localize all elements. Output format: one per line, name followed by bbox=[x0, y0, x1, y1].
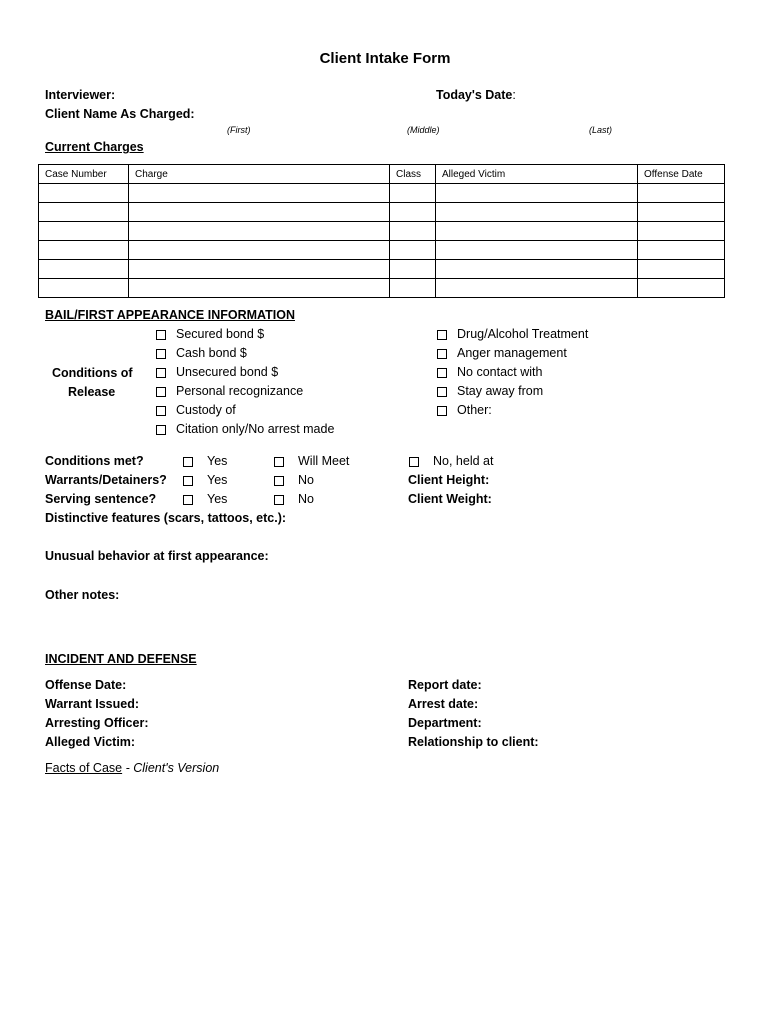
personal-recognizance-checkbox[interactable] bbox=[156, 387, 166, 397]
interviewer-label: Interviewer: bbox=[45, 88, 116, 102]
secured-bond-checkbox[interactable] bbox=[156, 330, 166, 340]
table-cell[interactable] bbox=[390, 184, 436, 203]
table-cell[interactable] bbox=[39, 222, 129, 241]
todays-date-label bbox=[436, 88, 516, 102]
table-cell[interactable] bbox=[436, 222, 638, 241]
name-last-hint: (Last) bbox=[589, 125, 613, 135]
distinctive-features-label: Distinctive features (scars, tattoos, etc.): bbox=[45, 511, 287, 525]
other-notes-label: Other notes: bbox=[45, 588, 120, 602]
serving-sentence-label: Serving sentence? bbox=[45, 492, 157, 506]
no-held-at-label: No, held at bbox=[433, 454, 494, 468]
warrant-issued-label: Warrant Issued: bbox=[45, 697, 140, 711]
table-cell[interactable] bbox=[39, 279, 129, 298]
custody-of-label: Custody of bbox=[176, 403, 236, 417]
table-row bbox=[39, 241, 725, 260]
table-cell[interactable] bbox=[390, 203, 436, 222]
table-cell[interactable] bbox=[638, 184, 725, 203]
table-row bbox=[39, 222, 725, 241]
unusual-behavior-label: Unusual behavior at first appearance: bbox=[45, 549, 269, 563]
alleged-victim-label: Alleged Victim: bbox=[45, 735, 136, 749]
unsecured-bond-label: Unsecured bond $ bbox=[176, 365, 279, 379]
warrants-label: Warrants/Detainers? bbox=[45, 473, 167, 487]
col-offense-date: Offense Date bbox=[638, 165, 725, 184]
serving-no-label: No bbox=[298, 492, 314, 506]
no-contact-checkbox[interactable] bbox=[437, 368, 447, 378]
table-cell[interactable] bbox=[390, 241, 436, 260]
table-cell[interactable] bbox=[129, 203, 390, 222]
conditions-met-yes-checkbox[interactable] bbox=[183, 457, 193, 467]
client-weight-label: Client Weight: bbox=[408, 492, 492, 506]
cash-bond-checkbox[interactable] bbox=[156, 349, 166, 359]
col-charge: Charge bbox=[129, 165, 390, 184]
serving-yes-label: Yes bbox=[207, 492, 228, 506]
relationship-label: Relationship to client: bbox=[408, 735, 539, 749]
client-name-label: Client Name As Charged: bbox=[45, 107, 195, 121]
incident-heading: INCIDENT AND DEFENSE bbox=[45, 652, 197, 666]
no-held-at-checkbox[interactable] bbox=[409, 457, 419, 467]
charges-header-row bbox=[39, 165, 725, 184]
bail-heading: BAIL/FIRST APPEARANCE INFORMATION bbox=[45, 308, 295, 322]
table-row bbox=[39, 260, 725, 279]
warrants-yes-label: Yes bbox=[207, 473, 228, 487]
table-cell[interactable] bbox=[638, 222, 725, 241]
report-date-label: Report date: bbox=[408, 678, 482, 692]
warrants-no-label: No bbox=[298, 473, 314, 487]
table-cell[interactable] bbox=[129, 222, 390, 241]
table-cell[interactable] bbox=[129, 184, 390, 203]
form-title: Client Intake Form bbox=[319, 50, 451, 67]
table-cell[interactable] bbox=[390, 260, 436, 279]
secured-bond-label: Secured bond $ bbox=[176, 327, 265, 341]
col-alleged-victim: Alleged Victim bbox=[436, 165, 638, 184]
citation-only-checkbox[interactable] bbox=[156, 425, 166, 435]
citation-only-label: Citation only/No arrest made bbox=[176, 422, 335, 436]
facts-of-case-subtitle: - Client's Version bbox=[122, 761, 220, 775]
facts-of-case-title: Facts of Case bbox=[45, 761, 123, 775]
table-cell[interactable] bbox=[129, 279, 390, 298]
table-cell[interactable] bbox=[39, 241, 129, 260]
warrants-yes-checkbox[interactable] bbox=[183, 476, 193, 486]
other-checkbox[interactable] bbox=[437, 406, 447, 416]
table-cell[interactable] bbox=[129, 260, 390, 279]
serving-yes-checkbox[interactable] bbox=[183, 495, 193, 505]
arrest-date-label: Arrest date: bbox=[408, 697, 479, 711]
table-cell[interactable] bbox=[638, 241, 725, 260]
anger-management-checkbox[interactable] bbox=[437, 349, 447, 359]
table-cell[interactable] bbox=[39, 184, 129, 203]
col-case-number: Case Number bbox=[39, 165, 129, 184]
name-first-hint: (First) bbox=[227, 125, 251, 135]
conditions-label-2: Release bbox=[68, 385, 116, 399]
stay-away-checkbox[interactable] bbox=[437, 387, 447, 397]
department-label: Department: bbox=[408, 716, 482, 730]
current-charges-heading: Current Charges bbox=[45, 140, 144, 154]
cash-bond-label: Cash bond $ bbox=[176, 346, 247, 360]
drug-alcohol-label: Drug/Alcohol Treatment bbox=[457, 327, 589, 341]
conditions-met-will-meet-label: Will Meet bbox=[298, 454, 350, 468]
anger-management-label: Anger management bbox=[457, 346, 567, 360]
no-contact-label: No contact with bbox=[457, 365, 543, 379]
todays-date-text: Today's Date bbox=[436, 88, 513, 102]
other-label: Other: bbox=[457, 403, 492, 417]
drug-alcohol-checkbox[interactable] bbox=[437, 330, 447, 340]
custody-of-checkbox[interactable] bbox=[156, 406, 166, 416]
conditions-met-yes-label: Yes bbox=[207, 454, 228, 468]
table-row bbox=[39, 279, 725, 298]
unsecured-bond-checkbox[interactable] bbox=[156, 368, 166, 378]
table-cell[interactable] bbox=[390, 222, 436, 241]
table-cell[interactable] bbox=[129, 241, 390, 260]
table-row bbox=[39, 203, 725, 222]
offense-date-label: Offense Date: bbox=[45, 678, 127, 692]
conditions-label-1: Conditions of bbox=[52, 366, 133, 380]
table-cell[interactable] bbox=[39, 203, 129, 222]
table-cell[interactable] bbox=[436, 260, 638, 279]
facts-of-case-heading bbox=[45, 761, 219, 775]
stay-away-label: Stay away from bbox=[457, 384, 544, 398]
charges-table bbox=[38, 164, 725, 298]
table-cell[interactable] bbox=[436, 241, 638, 260]
table-cell[interactable] bbox=[436, 184, 638, 203]
personal-recognizance-label: Personal recognizance bbox=[176, 384, 304, 398]
name-middle-hint: (Middle) bbox=[407, 125, 440, 135]
warrants-no-checkbox[interactable] bbox=[274, 476, 284, 486]
table-cell[interactable] bbox=[638, 279, 725, 298]
table-row bbox=[39, 184, 725, 203]
conditions-met-will-meet-checkbox[interactable] bbox=[274, 457, 284, 467]
client-height-label: Client Height: bbox=[408, 473, 490, 487]
table-cell[interactable] bbox=[390, 279, 436, 298]
table-cell[interactable] bbox=[436, 203, 638, 222]
table-cell[interactable] bbox=[638, 260, 725, 279]
table-cell[interactable] bbox=[638, 203, 725, 222]
arresting-officer-label: Arresting Officer: bbox=[45, 716, 149, 730]
table-cell[interactable] bbox=[436, 279, 638, 298]
serving-no-checkbox[interactable] bbox=[274, 495, 284, 505]
conditions-met-label: Conditions met? bbox=[45, 454, 144, 468]
col-class: Class bbox=[390, 165, 436, 184]
table-cell[interactable] bbox=[39, 260, 129, 279]
todays-date-colon: : bbox=[512, 88, 516, 102]
